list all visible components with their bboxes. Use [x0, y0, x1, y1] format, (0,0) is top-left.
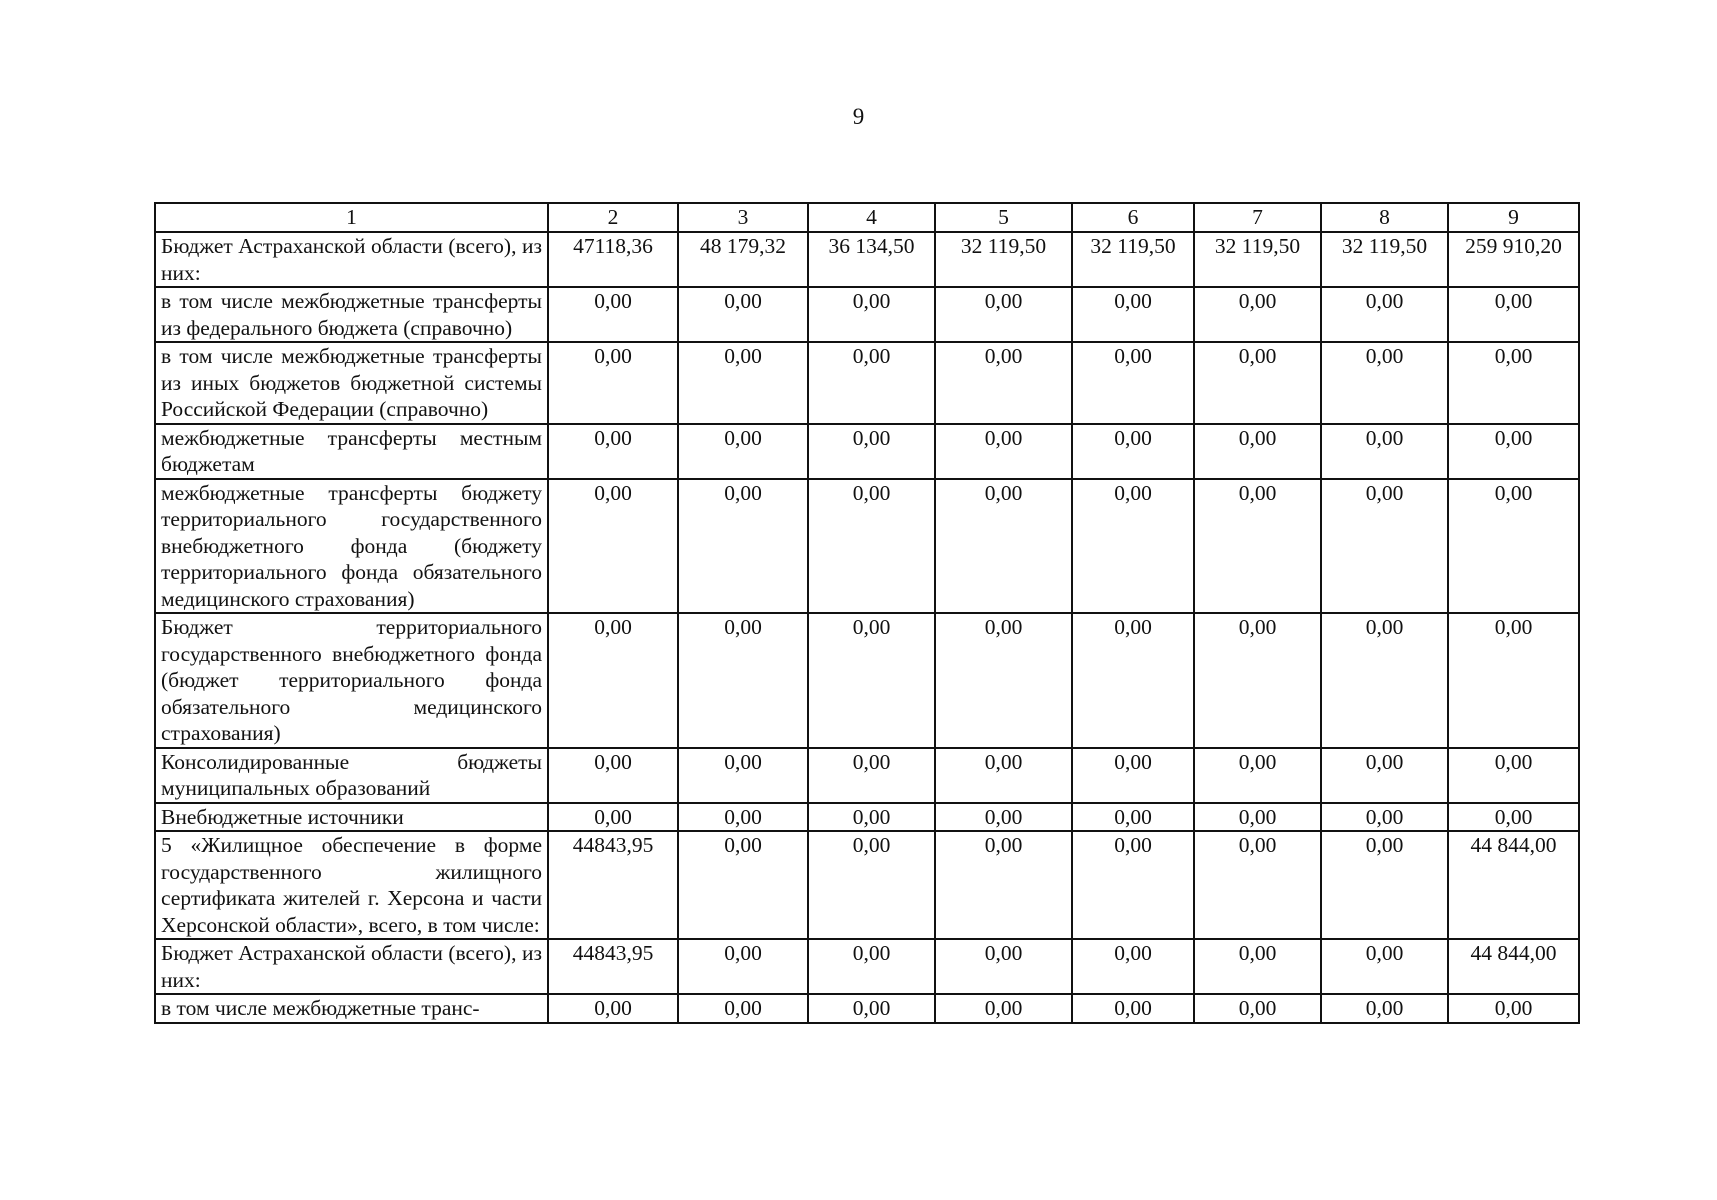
row-label: межбюджетные трансферты бюджету территориального государственного внебюджетного фонда (бюджету территориального фонда обязательного медицинского страхования) [155, 479, 548, 614]
value-cell: 0,00 [1194, 479, 1321, 614]
table-body [155, 232, 1579, 1023]
value-cell: 0,00 [1194, 939, 1321, 994]
value-cell: 44 844,00 [1448, 939, 1579, 994]
column-header: 6 [1072, 203, 1194, 232]
value-cell: 0,00 [1072, 994, 1194, 1023]
value-cell: 44843,95 [548, 831, 678, 939]
row-label: Бюджет территориального государственного внебюджетного фонда (бюджет территориального фонда обязательного медицинского страхования) [155, 613, 548, 748]
value-cell: 0,00 [935, 613, 1072, 748]
value-cell: 0,00 [1321, 939, 1448, 994]
value-cell: 0,00 [935, 994, 1072, 1023]
value-cell: 0,00 [678, 994, 808, 1023]
row-label: межбюджетные трансферты местным бюджетам [155, 424, 548, 479]
value-cell: 0,00 [1448, 994, 1579, 1023]
value-cell: 0,00 [548, 994, 678, 1023]
row-label: в том числе межбюджетные трансферты из иных бюджетов бюджетной системы Российской Федерации (справочно) [155, 342, 548, 424]
value-cell: 0,00 [1448, 424, 1579, 479]
value-cell: 0,00 [678, 424, 808, 479]
value-cell: 32 119,50 [1321, 232, 1448, 287]
value-cell: 0,00 [1448, 479, 1579, 614]
value-cell: 0,00 [1072, 831, 1194, 939]
value-cell: 0,00 [935, 479, 1072, 614]
table-row [155, 748, 1579, 803]
value-cell: 0,00 [548, 424, 678, 479]
value-cell: 32 119,50 [1194, 232, 1321, 287]
value-cell: 0,00 [1448, 748, 1579, 803]
value-cell: 0,00 [808, 994, 935, 1023]
value-cell: 0,00 [808, 803, 935, 832]
row-label: в том числе межбюджетные трансферты из федерального бюджета (справочно) [155, 287, 548, 342]
value-cell: 0,00 [678, 748, 808, 803]
column-header: 4 [808, 203, 935, 232]
value-cell: 32 119,50 [1072, 232, 1194, 287]
value-cell: 0,00 [1194, 748, 1321, 803]
budget-table [154, 202, 1580, 1024]
value-cell: 0,00 [678, 287, 808, 342]
value-cell: 0,00 [1194, 831, 1321, 939]
value-cell: 47118,36 [548, 232, 678, 287]
table-row [155, 232, 1579, 287]
value-cell: 0,00 [808, 342, 935, 424]
value-cell: 0,00 [808, 748, 935, 803]
value-cell: 0,00 [548, 748, 678, 803]
table-row [155, 939, 1579, 994]
value-cell: 0,00 [1194, 287, 1321, 342]
row-label: 5 «Жилищное обеспечение в форме государственного жилищного сертификата жителей г. Херсона и части Херсонской области», всего, в том числе: [155, 831, 548, 939]
value-cell: 0,00 [1321, 424, 1448, 479]
value-cell: 0,00 [935, 939, 1072, 994]
value-cell: 0,00 [1194, 613, 1321, 748]
column-header: 2 [548, 203, 678, 232]
value-cell: 0,00 [935, 803, 1072, 832]
value-cell: 259 910,20 [1448, 232, 1579, 287]
value-cell: 0,00 [678, 479, 808, 614]
value-cell: 32 119,50 [935, 232, 1072, 287]
row-label: в том числе межбюджетные транс- [155, 994, 548, 1023]
value-cell: 0,00 [808, 939, 935, 994]
value-cell: 0,00 [1072, 748, 1194, 803]
value-cell: 0,00 [548, 342, 678, 424]
value-cell: 0,00 [935, 748, 1072, 803]
value-cell: 0,00 [678, 342, 808, 424]
value-cell: 0,00 [1321, 994, 1448, 1023]
value-cell: 0,00 [1448, 342, 1579, 424]
value-cell: 0,00 [808, 424, 935, 479]
value-cell: 0,00 [935, 342, 1072, 424]
value-cell: 0,00 [1448, 287, 1579, 342]
value-cell: 0,00 [1072, 287, 1194, 342]
value-cell: 0,00 [548, 287, 678, 342]
value-cell: 0,00 [1072, 342, 1194, 424]
value-cell: 0,00 [1321, 342, 1448, 424]
value-cell: 0,00 [1321, 748, 1448, 803]
value-cell: 44843,95 [548, 939, 678, 994]
table-row [155, 424, 1579, 479]
value-cell: 0,00 [1072, 939, 1194, 994]
value-cell: 0,00 [678, 803, 808, 832]
value-cell: 0,00 [808, 831, 935, 939]
column-header: 8 [1321, 203, 1448, 232]
row-label: Внебюджетные источники [155, 803, 548, 832]
table-row [155, 831, 1579, 939]
value-cell: 0,00 [1194, 424, 1321, 479]
row-label: Консолидированные бюджеты муниципальных образований [155, 748, 548, 803]
value-cell: 0,00 [1448, 803, 1579, 832]
value-cell: 0,00 [935, 287, 1072, 342]
table-header [155, 203, 1579, 232]
row-label: Бюджет Астраханской области (всего), из них: [155, 232, 548, 287]
table-row [155, 342, 1579, 424]
value-cell: 0,00 [548, 803, 678, 832]
value-cell: 0,00 [808, 287, 935, 342]
value-cell: 0,00 [808, 479, 935, 614]
column-header: 3 [678, 203, 808, 232]
table-row [155, 479, 1579, 614]
page-number: 9 [852, 104, 865, 129]
value-cell: 0,00 [1448, 613, 1579, 748]
row-label: Бюджет Астраханской области (всего), из них: [155, 939, 548, 994]
column-header: 9 [1448, 203, 1579, 232]
value-cell: 0,00 [1194, 342, 1321, 424]
value-cell: 48 179,32 [678, 232, 808, 287]
value-cell: 0,00 [1321, 613, 1448, 748]
value-cell: 36 134,50 [808, 232, 935, 287]
value-cell: 0,00 [1072, 424, 1194, 479]
value-cell: 0,00 [808, 613, 935, 748]
value-cell: 0,00 [1072, 479, 1194, 614]
value-cell: 0,00 [935, 831, 1072, 939]
value-cell: 0,00 [678, 831, 808, 939]
table-row [155, 287, 1579, 342]
value-cell: 0,00 [678, 613, 808, 748]
value-cell: 0,00 [1194, 994, 1321, 1023]
value-cell: 44 844,00 [1448, 831, 1579, 939]
table-row [155, 994, 1579, 1023]
column-header: 7 [1194, 203, 1321, 232]
column-header: 5 [935, 203, 1072, 232]
value-cell: 0,00 [1072, 803, 1194, 832]
value-cell: 0,00 [548, 479, 678, 614]
header-row [155, 203, 1579, 232]
value-cell: 0,00 [1072, 613, 1194, 748]
value-cell: 0,00 [548, 613, 678, 748]
value-cell: 0,00 [935, 424, 1072, 479]
value-cell: 0,00 [1321, 287, 1448, 342]
value-cell: 0,00 [1321, 831, 1448, 939]
value-cell: 0,00 [678, 939, 808, 994]
value-cell: 0,00 [1321, 803, 1448, 832]
table-row [155, 803, 1579, 832]
column-header: 1 [155, 203, 548, 232]
table-row [155, 613, 1579, 748]
value-cell: 0,00 [1194, 803, 1321, 832]
value-cell: 0,00 [1321, 479, 1448, 614]
